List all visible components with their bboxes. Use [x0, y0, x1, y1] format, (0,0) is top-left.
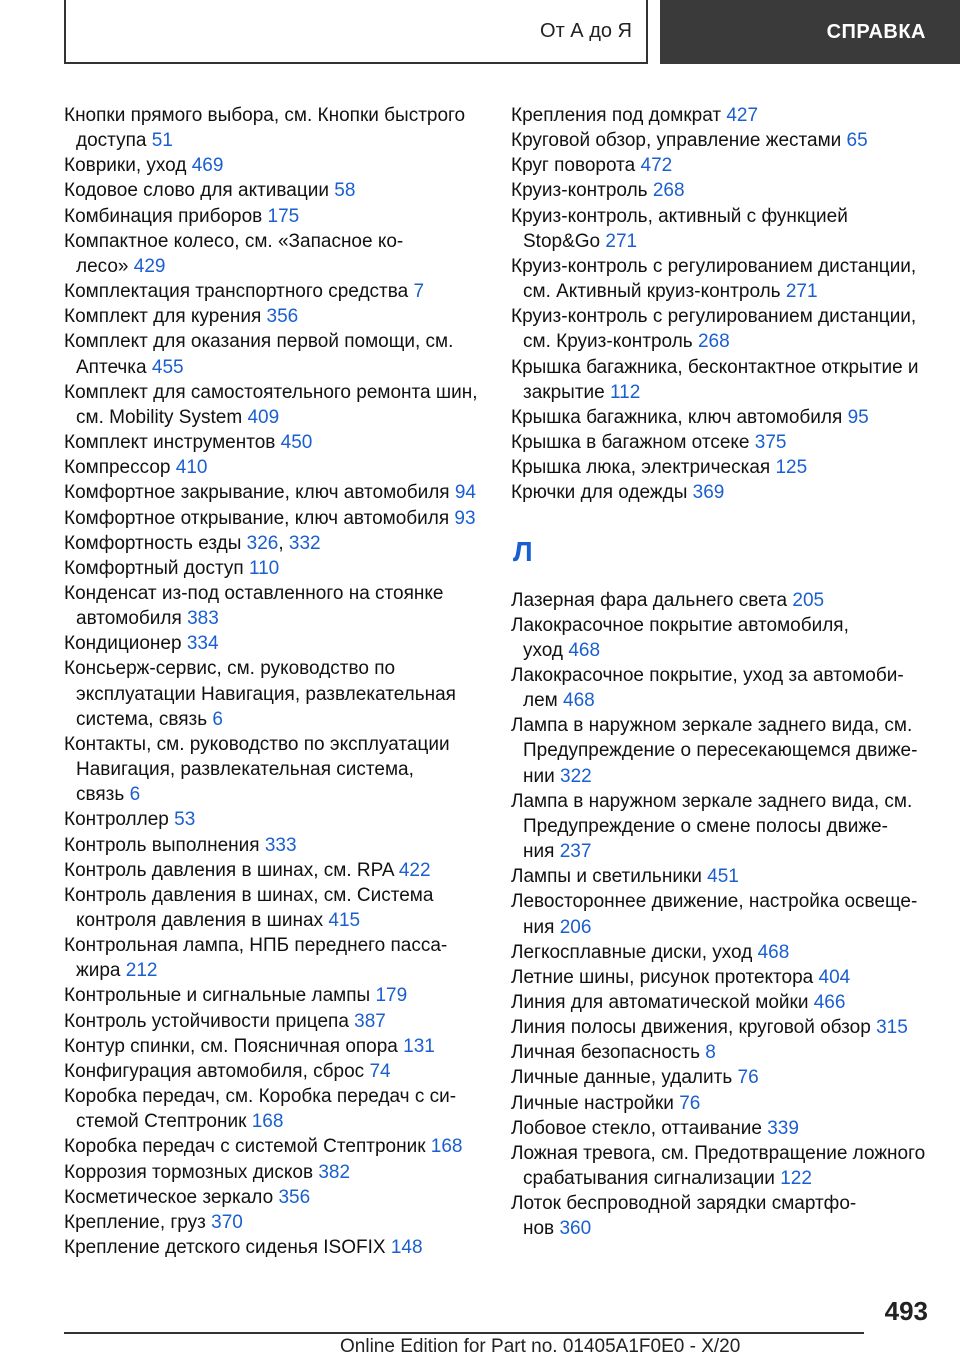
entry-text: Комфортное закрывание, ключ автомобиля [64, 482, 450, 504]
section-tab [64, 0, 648, 64]
index-entry [64, 279, 484, 304]
index-entry [511, 1116, 936, 1141]
entry-text: Круиз-контроль [511, 180, 648, 202]
chapter-tab [660, 0, 960, 64]
page-link[interactable]: 271 [605, 230, 638, 252]
index-entry [511, 613, 936, 663]
index-group-k [511, 103, 936, 506]
page-link[interactable]: 205 [792, 589, 825, 611]
index-entry [64, 506, 484, 531]
page-link[interactable]: 76 [679, 1092, 701, 1114]
entry-text: Лампа в наружном зеркале заднего вида, см. Предупреждение о пересекающемся движе- нии [511, 715, 918, 787]
page-link[interactable]: 206 [559, 916, 592, 938]
page-number: 493 [884, 1296, 928, 1326]
page-link[interactable]: 451 [707, 866, 739, 888]
entry-text: Крепление, груз [64, 1211, 206, 1233]
page-link[interactable]: 472 [640, 155, 673, 177]
entry-text: Контакты, см. руководство по эксплуатации Навигация, развлекательная система, связь [64, 733, 450, 806]
index-column-left [64, 103, 484, 1260]
page-link[interactable]: 51 [151, 130, 173, 152]
page-link[interactable]: 332 [288, 532, 321, 554]
index-entry: Комфортность езды 326, 332 [64, 532, 321, 554]
page-link[interactable]: 268 [697, 331, 730, 353]
page-link[interactable]: 122 [780, 1168, 812, 1190]
entry-text: Комфортное открывание, ключ автомобиля [64, 507, 450, 529]
index-entry [511, 430, 936, 455]
entry-text: Косметическое зеркало [64, 1186, 274, 1208]
page-link[interactable]: 334 [186, 633, 219, 655]
page-link[interactable]: 469 [191, 155, 224, 177]
entry-text: Лакокрасочное покрытие, уход за автомоби- лем [511, 664, 904, 712]
entry-text: Комфортность езды [64, 532, 242, 554]
index-entry [511, 990, 936, 1015]
chapter-label: СПРАВКА [826, 20, 926, 43]
page-link[interactable]: 356 [278, 1186, 311, 1208]
index-entry [511, 1015, 936, 1040]
entry-text: Коврики, уход [64, 155, 187, 177]
entry-text: Личная безопасность [511, 1042, 701, 1064]
entry-text: Лобовое стекло, оттаивание [511, 1117, 762, 1139]
index-entry [64, 103, 484, 153]
entry-text: Контроль давления в шинах, см. RPA [64, 859, 394, 881]
entry-text: Контроллер [64, 809, 169, 831]
index-entry [64, 1134, 484, 1159]
page-link[interactable]: 7 [413, 281, 425, 303]
index-entry [64, 153, 484, 178]
index-entry [64, 631, 484, 656]
entry-text: Комплект для оказания первой помощи, см. Аптечка [64, 331, 454, 378]
index-entry [511, 480, 936, 505]
index-entry [64, 178, 484, 203]
index-entry [64, 732, 484, 807]
entry-text: Контроль устойчивости прицепа [64, 1010, 349, 1032]
index-entry [511, 204, 936, 254]
page-link[interactable]: 468 [563, 690, 595, 712]
entry-text: Линия полосы движения, круговой обзор [511, 1017, 871, 1039]
index-entry [511, 1191, 936, 1241]
index-entry [511, 1040, 936, 1065]
entry-text: Лоток беспроводной зарядки смартфо- нов [511, 1193, 857, 1240]
page-link[interactable]: 110 [248, 557, 280, 579]
entry-text: Левостороннее движение, настройка освеще- ния [511, 891, 918, 938]
entry-text: Личные данные, удалить [511, 1067, 733, 1089]
page-link[interactable]: 326 [246, 532, 279, 554]
entry-text: Конфигурация автомобиля, сброс [64, 1060, 365, 1082]
index-entry [64, 380, 484, 430]
index-entry [64, 858, 484, 883]
page-link[interactable]: 322 [560, 765, 592, 787]
page-link[interactable]: 175 [267, 205, 300, 227]
entry-text: Крышка багажника, ключ автомобиля [511, 406, 843, 428]
page-link[interactable]: 212 [125, 960, 158, 982]
page-link[interactable]: 76 [737, 1067, 759, 1089]
entry-text: Компактное колесо, см. «Запасное ко- лесо» [64, 230, 404, 277]
index-entry [511, 355, 936, 405]
entry-text: Кондиционер [64, 633, 182, 655]
page-link[interactable]: 271 [785, 281, 818, 303]
page-link[interactable]: 429 [133, 255, 166, 277]
index-entry [64, 430, 484, 455]
entry-text: Комплект для самостоятельного ремонта шин, см. Mobility System [64, 381, 478, 428]
index-entry [511, 254, 936, 304]
page-link[interactable]: 427 [726, 105, 759, 126]
entry-text: Круиз-контроль, активный с функцией Stop&Go [511, 205, 848, 252]
entry-text: Крышка в багажном отсеке [511, 432, 750, 454]
page-link[interactable]: 6 [129, 784, 141, 806]
index-entry [511, 940, 936, 965]
entry-text: Лакокрасочное покрытие автомобиля, уход [511, 614, 849, 661]
index-entry [64, 833, 484, 858]
index-entry [511, 178, 936, 203]
index-entry [511, 789, 936, 864]
page-link[interactable]: 404 [818, 966, 851, 988]
page-link[interactable]: 468 [568, 639, 601, 661]
index-entry [64, 1084, 484, 1134]
page-link[interactable]: 333 [264, 834, 297, 856]
index-entry [64, 204, 484, 229]
entry-text: Ложная тревога, см. Предотвращение ложного срабатывания сигнализации [511, 1142, 926, 1190]
entry-text: Консьерж-сервис, см. руководство по эксплуатации Навигация, развлекательная система, связь [64, 658, 456, 730]
index-entry [511, 1141, 936, 1191]
entry-text: Компрессор [64, 457, 171, 479]
index-entry [511, 103, 936, 128]
page-link[interactable]: 415 [328, 910, 361, 931]
index-entry [511, 713, 936, 788]
page-link[interactable]: 370 [211, 1211, 243, 1233]
page-link[interactable]: 8 [705, 1042, 716, 1064]
page-link[interactable]: 131 [403, 1035, 435, 1057]
entry-text: Комфортный доступ [64, 557, 244, 579]
entry-text: Комбинация приборов [64, 205, 263, 227]
page-link[interactable]: 95 [847, 406, 869, 428]
entry-text: Лампа в наружном зеркале заднего вида, см. Предупреждение о смене полосы движе- ния [511, 790, 913, 863]
entry-text: Комплект инструментов [64, 432, 276, 454]
page-link[interactable]: 315 [876, 1017, 908, 1039]
entry-text: Коррозия тормозных дисков [64, 1161, 314, 1183]
page-link[interactable]: 339 [767, 1117, 799, 1139]
index-entry [511, 864, 936, 889]
index-entry [64, 883, 484, 933]
index-entry [511, 588, 936, 613]
index-entry [64, 1235, 484, 1260]
entry-text: Коробка передач с системой Стептроник [64, 1136, 426, 1158]
index-entry [64, 329, 484, 379]
page-link[interactable]: 383 [187, 608, 219, 630]
entry-text: Конденсат из-под оставленного на стоянке автомобиля [64, 582, 444, 630]
entry-text: Контрольные и сигнальные лампы [64, 985, 371, 1007]
page-link[interactable]: 410 [175, 457, 208, 479]
index-entry [511, 455, 936, 480]
page-link[interactable]: 450 [280, 432, 313, 454]
entry-text: Личные настройки [511, 1092, 674, 1114]
index-entry [64, 581, 484, 631]
index-entry [64, 933, 484, 983]
page-link[interactable]: 6 [212, 708, 223, 730]
index-entry [64, 1009, 484, 1034]
entry-text: Кнопки прямого выбора, см. Кнопки быстрого доступа [64, 105, 466, 152]
section-letter: Л [513, 535, 533, 567]
index-entry [511, 304, 936, 354]
index-entry [511, 889, 936, 939]
entry-text: Круиз-контроль с регулированием дистанции, см. Круиз-контроль [511, 306, 917, 353]
entry-text: Крышка люка, электрическая [511, 457, 771, 479]
index-entry [511, 405, 936, 430]
page-link[interactable]: 179 [375, 985, 408, 1007]
page-link[interactable]: 58 [334, 180, 356, 202]
page-link[interactable]: 360 [559, 1218, 592, 1240]
page-link[interactable]: 168 [430, 1136, 463, 1158]
index-entry [64, 983, 484, 1008]
index-entry [64, 807, 484, 832]
index-entry [64, 656, 484, 731]
index-entry [64, 480, 484, 505]
index-entry [511, 965, 936, 990]
entry-text: Комплект для курения [64, 306, 262, 328]
page-link[interactable]: 468 [757, 941, 790, 963]
footer-divider [64, 1332, 864, 1334]
page-link[interactable]: 237 [559, 841, 592, 863]
page-link[interactable]: 93 [454, 507, 476, 529]
entry-text: Легкосплавные диски, уход [511, 941, 753, 963]
section-label: От А до Я [540, 19, 632, 42]
page-link[interactable]: 53 [174, 809, 196, 831]
index-entry [511, 153, 936, 178]
page-link[interactable]: 112 [609, 381, 641, 403]
page-link[interactable]: 382 [318, 1161, 351, 1183]
entry-text: Контур спинки, см. Поясничная опора [64, 1035, 398, 1057]
page-link[interactable]: 387 [354, 1010, 386, 1032]
page-link[interactable]: 409 [247, 406, 280, 428]
entry-text: Крышка багажника, бесконтактное открытие и закрытие [511, 356, 919, 403]
page-link[interactable]: 74 [369, 1060, 391, 1082]
index-entry [511, 663, 936, 713]
page-link[interactable]: 125 [775, 457, 808, 479]
entry-text: Лазерная фара дальнего света [511, 589, 788, 611]
page-link[interactable]: 375 [754, 432, 787, 454]
entry-text: Кодовое слово для активации [64, 180, 329, 202]
entry-text: Крючки для одежды [511, 482, 688, 504]
entry-text: Комплектация транспортного средства [64, 281, 409, 303]
index-entry [64, 1160, 484, 1185]
index-group-l [511, 588, 936, 1242]
page-link[interactable]: 148 [390, 1237, 423, 1259]
entry-text: Контроль давления в шинах, см. Система контроля давления в шинах [64, 884, 434, 931]
index-entry [64, 1185, 484, 1210]
entry-text: Крепление детского сиденья ISOFIX [64, 1237, 386, 1259]
entry-text: Круг поворота [511, 155, 636, 177]
edition-text: Online Edition for Part no. 01405A1F0E0 - X/20 [340, 1336, 741, 1357]
index-entry [64, 455, 484, 480]
page-link[interactable]: 94 [454, 482, 476, 504]
index-entry [64, 1059, 484, 1084]
page-link[interactable]: 268 [652, 180, 685, 202]
index-entry [511, 1065, 936, 1090]
index-column-right [511, 103, 936, 1242]
index-entry [64, 556, 484, 581]
entry-text: Контроль выполнения [64, 834, 260, 856]
entry-text: Коробка передач, см. Коробка передач с си- стемой Стептроник [64, 1086, 457, 1133]
entry-text: Круговой обзор, управление жестами [511, 130, 842, 152]
page-link[interactable]: 422 [398, 859, 431, 881]
entry-text: Лампы и светильники [511, 866, 702, 888]
entry-text: Летние шины, рисунок протектора [511, 966, 814, 988]
page-link[interactable]: 455 [151, 356, 184, 378]
index-entry [511, 128, 936, 153]
index-entry [64, 304, 484, 329]
index-entry [64, 1034, 484, 1059]
page-link[interactable]: 65 [846, 130, 868, 152]
page-link[interactable]: 369 [692, 482, 725, 504]
page-link[interactable]: 356 [266, 306, 299, 328]
page-link[interactable]: 168 [251, 1111, 284, 1133]
entry-text: Линия для автоматической мойки [511, 992, 809, 1013]
index-entry [511, 1091, 936, 1116]
index-entry [64, 1210, 484, 1235]
index-entry [64, 229, 484, 279]
page-link[interactable]: 466 [813, 992, 846, 1013]
entry-text: Контрольная лампа, НПБ переднего пасса- жира [64, 935, 448, 982]
entry-text: Круиз-контроль с регулированием дистанции, см. Активный круиз-контроль [511, 255, 917, 303]
entry-text: Крепления под домкрат [511, 105, 722, 126]
